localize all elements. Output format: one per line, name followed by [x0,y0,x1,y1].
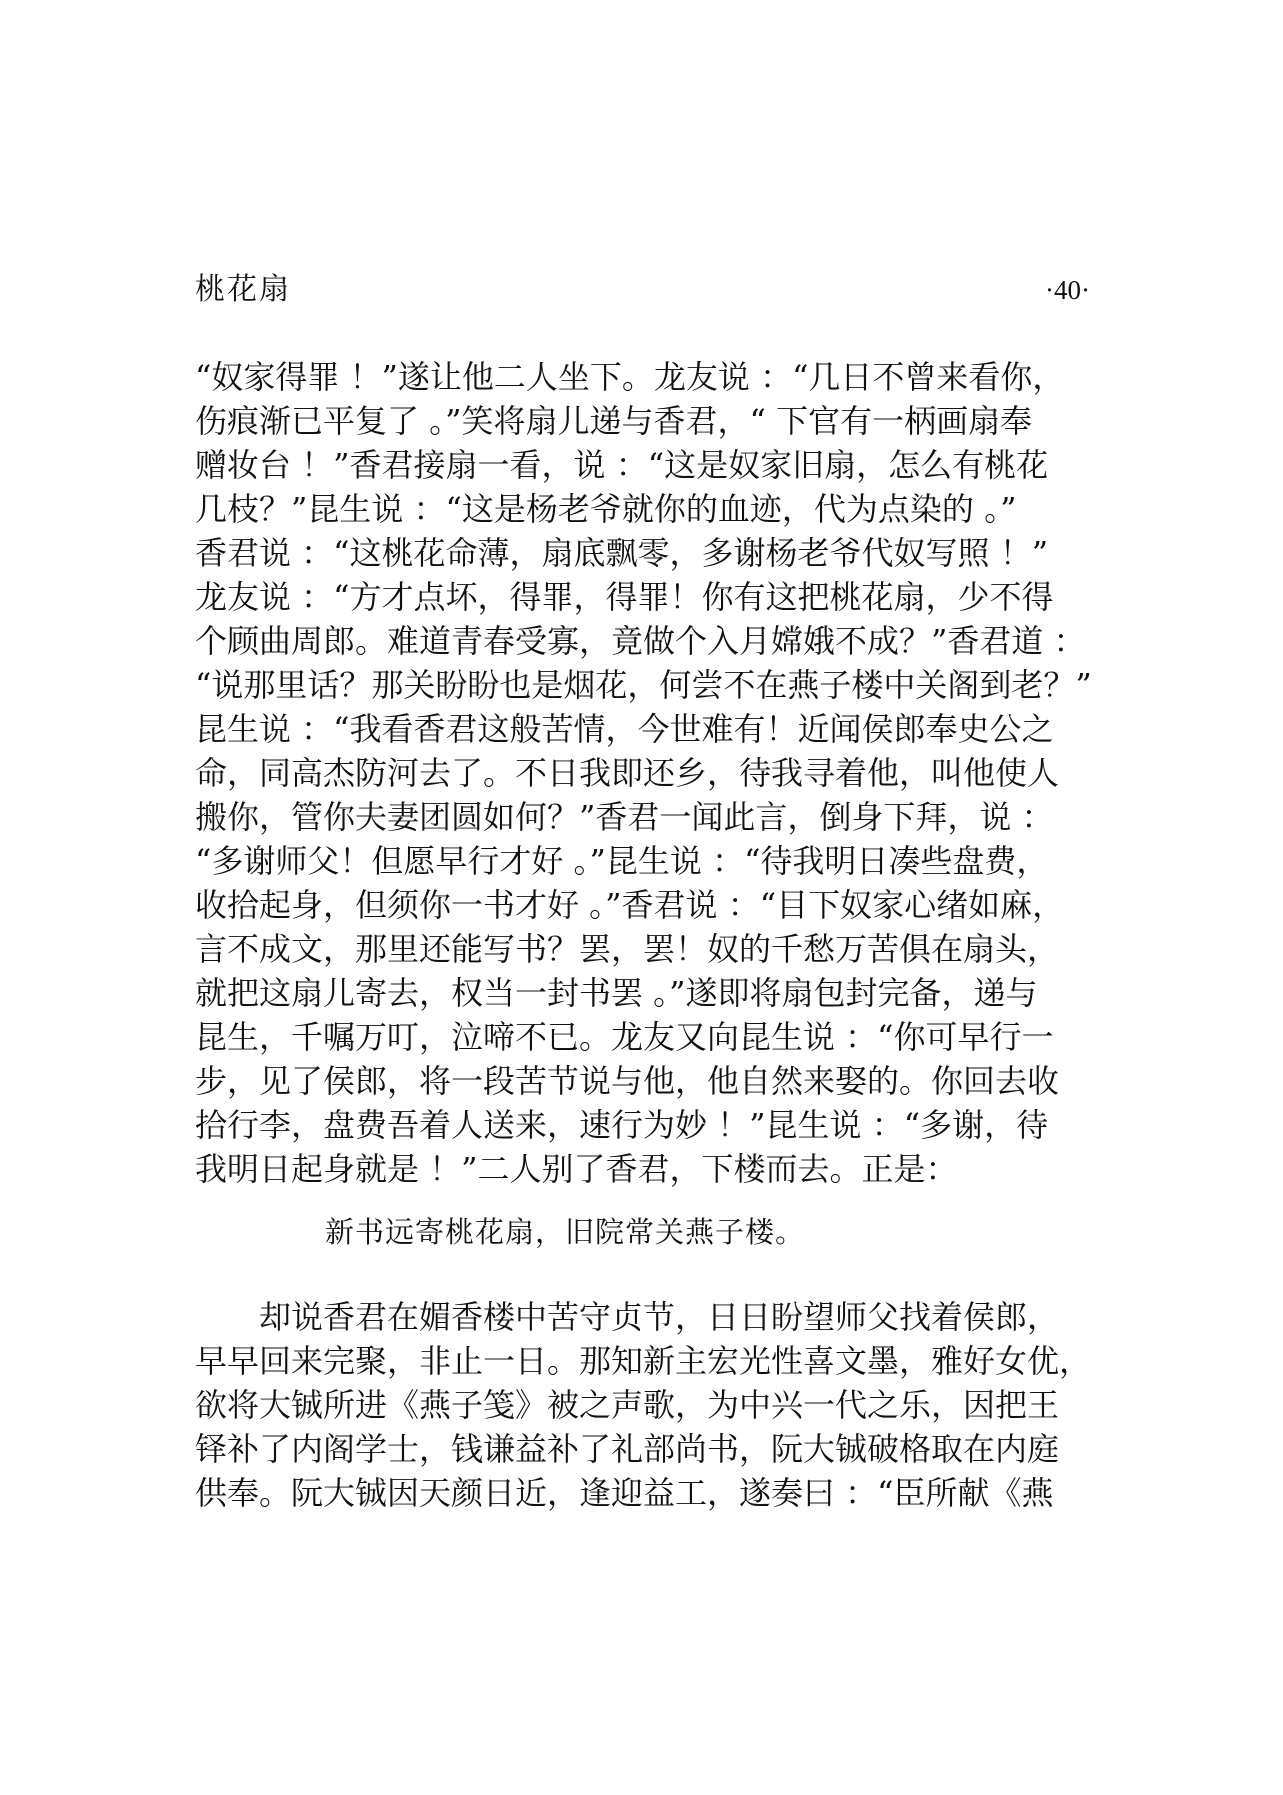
text-line: 昆生说 ：“我看香君这般苦情，今世难有！近闻侯郎奉史公之 [195,710,1054,748]
text-line: 龙友说 ：“方才点坏，得罪，得罪！你有这把桃花扇，少不得 [195,578,1054,616]
text-line: 供奉。阮大铖因天颜日近，逢迎益工，遂奏曰 ：“臣所献《燕 [195,1474,1054,1512]
text-line: 几枝？”昆生说 ：“这是杨老爷就你的血迹，代为点染的 。” [195,490,1017,528]
text-line: 昆生，千嘱万叮，泣啼不已。龙友又向昆生说 ：“你可早行一 [195,1018,1054,1056]
text-line: “奴家得罪 ！”遂让他二人坐下。龙友说 ：“几日不曾来看你， [195,358,1065,396]
book-title: 桃花扇 [195,272,291,307]
paragraph-2 [195,1295,1091,1515]
text-line: 香君说 ：“这桃花命薄，扇底飘零，多谢杨老爷代奴写照 ！” [195,534,1049,572]
text-line: 搬你，管你夫妻团圆如何？”香君一闻此言，倒身下拜，说 ： [195,798,1054,836]
page-header [195,270,1090,310]
text-line: 言不成文，那里还能写书？罢，罢！奴的千愁万苦俱在扇头， [195,930,1060,968]
paragraph-1 [195,355,1092,1191]
text-line: 拾行李，盘费吾着人送来，速行为妙 ！”昆生说 ：“多谢，待 [195,1106,1049,1144]
text-line: 铎补了内阁学士，钱谦益补了礼部尚书，阮大铖破格取在内庭 [195,1430,1060,1468]
text-line: 命，同高杰防河去了。不日我即还乡，待我寻着他，叫他使人 [195,754,1060,792]
text-line: 收拾起身，但须你一书才好 。”香君说 ：“目下奴家心绪如麻， [195,886,1065,924]
text-line: “说那里话？那关盼盼也是烟花，何尝不在燕子楼中关阁到老？” [195,666,1092,704]
text-line: 却说香君在媚香楼中苦守贞节，日日盼望师父找着侯郎， [195,1298,1060,1336]
text-line: 我明日起身就是 ！”二人别了香君，下楼而去。正是： [195,1150,958,1188]
text-line: 欲将大铖所进《燕子笺》被之声歌，为中兴一代之乐，因把王 [195,1386,1060,1424]
text-line: 步，见了侯郎，将一段苦节说与他，他自然来娶的。你回去收 [195,1062,1060,1100]
text-line: 个顾曲周郎。难道青春受寡，竟做个入月嫦娥不成？”香君道 ： [195,622,1086,660]
poem-couplet: 新书远寄桃花扇，旧院常关燕子楼。 [325,1215,806,1249]
text-line: 就把这扇儿寄去，权当一封书罢 。”遂即将扇包封完备，递与 [195,974,1038,1012]
text-line: 早早回来完聚，非止一日。那知新主宏光性喜文墨，雅好女优， [195,1342,1092,1380]
text-line: 伤痕渐已平复了 。”笑将扇儿递与香君，“ 下官有一柄画扇奉 [195,402,1033,440]
page-number: ·40· [1045,275,1090,305]
text-line: “多谢师父！但愿早行才好 。”昆生说 ：“待我明日凑些盘费， [195,842,1049,880]
text-line: 赠妆台 ！”香君接扇一看，说 ：“这是奴家旧扇，怎么有桃花 [195,446,1049,484]
